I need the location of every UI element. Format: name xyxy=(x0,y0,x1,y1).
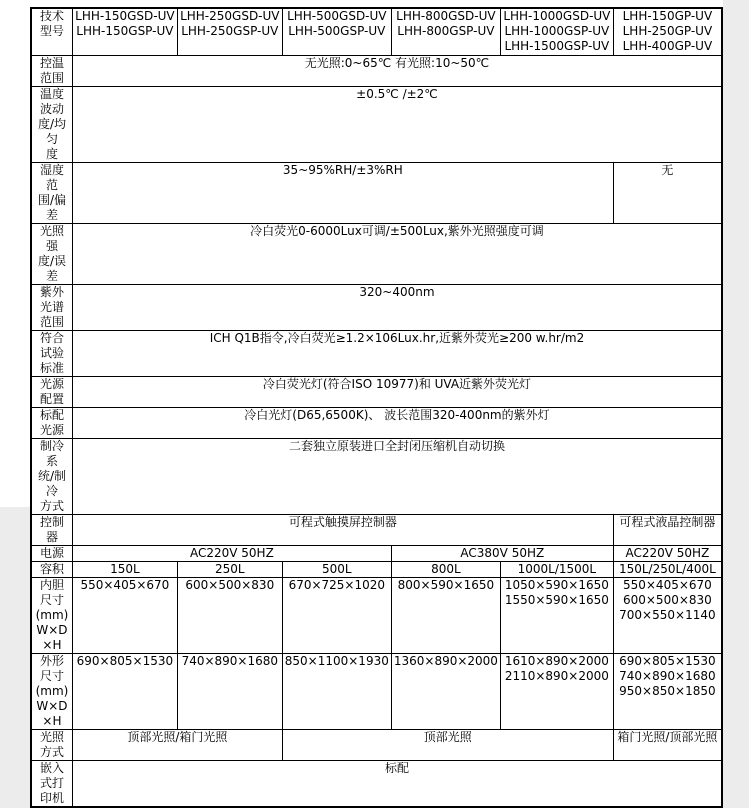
spec-value-line: 1360×890×2000 xyxy=(393,653,498,668)
spec-cell xyxy=(613,162,722,223)
row-label-line: (mm) xyxy=(35,683,69,698)
table-row xyxy=(31,438,722,514)
spec-value-line: 1550×590×1650 xyxy=(504,592,609,607)
spec-value-line: 690×805×1530 xyxy=(76,653,174,668)
row-label xyxy=(31,760,72,807)
row-label xyxy=(31,376,72,407)
spec-cell xyxy=(72,729,282,760)
spec-value-line: 可程式液晶控制器 xyxy=(619,514,716,529)
row-label-line: 方式 xyxy=(39,498,64,513)
spec-cell xyxy=(500,577,613,653)
spec-value-line: 可程式触摸屏控制器 xyxy=(288,514,397,529)
row-label-line: 标配光源 xyxy=(39,407,64,437)
spec-cell xyxy=(282,577,391,653)
row-label-line: 嵌入式打 xyxy=(39,760,64,790)
row-label-line: 度/均匀 xyxy=(37,116,66,146)
spec-cell xyxy=(72,223,722,284)
spec-value-line: 600×500×830 xyxy=(622,592,712,607)
spec-cell xyxy=(613,514,722,545)
spec-cell xyxy=(391,8,500,55)
spec-value-line: LHH-150GSP-UV xyxy=(76,24,174,38)
spec-value-line: 箱门光照/顶部光照 xyxy=(617,729,718,744)
spec-value-line: 冷白荧光0-6000Lux可调/±500Lux,紫外光照强度可调 xyxy=(250,223,544,238)
spec-table xyxy=(30,7,723,808)
spec-cell xyxy=(391,653,500,729)
spec-cell xyxy=(72,561,177,577)
row-label-line: 控温范围 xyxy=(39,55,64,85)
row-label-line: 内胆尺寸 xyxy=(39,577,64,607)
row-label xyxy=(31,162,72,223)
row-label-line: 标准 xyxy=(39,360,64,375)
spec-cell xyxy=(613,729,722,760)
row-label-line: 度 xyxy=(45,146,58,161)
row-label xyxy=(31,407,72,438)
spec-value-line: 740×890×1680 xyxy=(619,668,716,683)
row-label xyxy=(31,545,72,561)
row-label-line: 印机 xyxy=(39,790,64,805)
table-row xyxy=(31,55,722,86)
table-row xyxy=(31,86,722,162)
spec-cell xyxy=(613,545,722,561)
table-row xyxy=(31,284,722,330)
row-label xyxy=(31,653,72,729)
spec-cell xyxy=(72,545,391,561)
row-label-line: 外形尺寸 xyxy=(39,653,64,683)
row-label-line: 技术型号 xyxy=(39,9,64,38)
spec-cell xyxy=(72,577,177,653)
row-label xyxy=(31,284,72,330)
spec-value-line: 250L xyxy=(215,561,245,576)
row-label-line: (mm) xyxy=(35,607,69,622)
spec-value-line: LHH-1000GSP-UV xyxy=(504,24,610,38)
spec-value-line: 1050×590×1650 xyxy=(504,577,609,592)
spec-value-line: 800×590×1650 xyxy=(397,577,495,592)
spec-cell xyxy=(177,653,282,729)
row-label-line: 光照方式 xyxy=(39,729,64,759)
row-label xyxy=(31,577,72,653)
spec-value-line: 500L xyxy=(322,561,352,576)
spec-value-line: LHH-1000GSD-UV xyxy=(503,9,611,23)
row-label xyxy=(31,86,72,162)
spec-value-line: LHH-150GSD-UV xyxy=(75,9,175,23)
row-label xyxy=(31,223,72,284)
spec-value-line: 670×725×1020 xyxy=(288,577,386,592)
spec-cell xyxy=(177,8,282,55)
table-row xyxy=(31,376,722,407)
spec-cell xyxy=(500,561,613,577)
spec-cell xyxy=(72,330,722,376)
spec-value-line: LHH-1500GSP-UV xyxy=(504,39,610,53)
spec-value-line: LHH-500GSP-UV xyxy=(288,24,386,38)
spec-cell xyxy=(613,577,722,653)
row-label-line: 符合试验 xyxy=(39,330,64,360)
spec-value-line: LHH-500GSD-UV xyxy=(287,9,387,23)
spec-value-line: 550×405×670 xyxy=(80,577,170,592)
spec-cell xyxy=(72,86,722,162)
spec-cell xyxy=(72,760,722,807)
spec-value-line: 顶部光照/箱门光照 xyxy=(127,729,228,744)
spec-value-line: 690×805×1530 xyxy=(619,653,716,668)
spec-value-line: 冷白光灯(D65,6500K)、 波长范围320-400nm的紫外灯 xyxy=(244,407,550,422)
spec-value-line: 1610×890×2000 xyxy=(504,653,609,668)
spec-cell xyxy=(282,653,391,729)
spec-cell xyxy=(177,577,282,653)
table-row xyxy=(31,162,722,223)
spec-cell xyxy=(282,561,391,577)
table-row xyxy=(31,729,722,760)
row-label xyxy=(31,8,72,55)
spec-cell xyxy=(72,162,613,223)
spec-value-line: 2110×890×2000 xyxy=(504,668,609,683)
row-label xyxy=(31,438,72,514)
row-label-line: 光源配置 xyxy=(39,376,64,406)
spec-cell xyxy=(72,514,613,545)
spec-value-line: 800L xyxy=(431,561,461,576)
spec-value-line: AC220V 50HZ xyxy=(189,545,274,560)
spec-value-line: 600×500×830 xyxy=(185,577,275,592)
table-row xyxy=(31,561,722,577)
spec-cell xyxy=(72,55,722,86)
spec-value-line: 35~95%RH/±3%RH xyxy=(282,162,403,177)
spec-value-line: 700×550×1140 xyxy=(619,607,716,622)
spec-value-line: 无光照:0~65℃ 有光照:10~50℃ xyxy=(304,55,490,70)
spec-value-line: 无 xyxy=(661,162,674,177)
spec-table-body xyxy=(31,8,722,807)
row-label xyxy=(31,55,72,86)
row-label-line: W×D×H xyxy=(36,698,68,728)
spec-value-line: 950×850×1850 xyxy=(619,683,716,698)
row-label xyxy=(31,514,72,545)
table-row xyxy=(31,514,722,545)
spec-value-line: 550×405×670 xyxy=(622,577,712,592)
spec-value-line: 标配 xyxy=(384,760,409,775)
spec-cell xyxy=(72,376,722,407)
spec-cell xyxy=(500,653,613,729)
row-label-line: 电源 xyxy=(39,545,64,560)
row-label xyxy=(31,729,72,760)
spec-value-line: 二套独立原装进口全封闭压缩机自动切换 xyxy=(288,438,505,453)
spec-value-line: LHH-150GP-UV xyxy=(622,9,713,23)
spec-value-line: 740×890×1680 xyxy=(181,653,279,668)
spec-cell xyxy=(613,561,722,577)
spec-cell xyxy=(282,729,613,760)
spec-value-line: LHH-800GSP-UV xyxy=(397,24,495,38)
row-label-line: 制冷系 xyxy=(39,438,64,468)
spec-value-line: 冷白荧光灯(符合ISO 10977)和 UVA近紫外荧光灯 xyxy=(262,376,532,391)
spec-cell xyxy=(391,561,500,577)
spec-cell xyxy=(72,284,722,330)
spec-cell xyxy=(613,8,722,55)
spec-cell xyxy=(72,653,177,729)
spec-value-line: 1000L/1500L xyxy=(517,561,597,576)
spec-cell xyxy=(72,438,722,514)
spec-value-line: AC220V 50HZ xyxy=(625,545,710,560)
spec-cell xyxy=(391,545,613,561)
table-row xyxy=(31,760,722,807)
spec-value-line: LHH-250GSD-UV xyxy=(180,9,280,23)
spec-cell xyxy=(72,8,177,55)
row-label-line: 光照强 xyxy=(39,223,64,253)
spec-cell xyxy=(500,8,613,55)
row-label-line: 容积 xyxy=(39,561,64,576)
spec-value-line: 150L xyxy=(110,561,140,576)
table-row xyxy=(31,653,722,729)
row-label-line: 温度波动 xyxy=(39,86,64,116)
row-label-line: 统/制冷 xyxy=(37,468,66,498)
row-label-line: 湿度范 xyxy=(39,162,64,192)
spec-value-line: LHH-250GP-UV xyxy=(622,24,713,38)
spec-cell xyxy=(282,8,391,55)
spec-cell xyxy=(72,407,722,438)
spec-value-line: 850×1100×1930 xyxy=(284,653,389,668)
table-row xyxy=(31,8,722,55)
table-row xyxy=(31,330,722,376)
row-label-line: 围/偏差 xyxy=(37,192,66,222)
spec-value-line: 150L/250L/400L xyxy=(618,561,716,576)
spec-cell xyxy=(613,653,722,729)
spec-value-line: LHH-250GSP-UV xyxy=(181,24,279,38)
row-label-line: W×D×H xyxy=(36,622,68,652)
table-row xyxy=(31,407,722,438)
spec-value-line: LHH-800GSD-UV xyxy=(396,9,496,23)
row-label-line: 范围 xyxy=(39,314,64,329)
row-label-line: 控制器 xyxy=(39,514,64,544)
table-row xyxy=(31,545,722,561)
row-label xyxy=(31,561,72,577)
spec-value-line: LHH-400GP-UV xyxy=(622,39,713,53)
spec-cell xyxy=(391,577,500,653)
spec-value-line: ICH Q1B指令,冷白荧光≥1.2×106Lux.hr,近紫外荧光≥200 w.hr/m2 xyxy=(209,330,585,345)
spec-value-line: 顶部光照 xyxy=(423,729,472,744)
row-label-line: 度/误差 xyxy=(37,253,66,283)
spec-value-line: ±0.5℃ /±2℃ xyxy=(356,86,438,101)
spec-cell xyxy=(177,561,282,577)
row-label-line: 紫外光谱 xyxy=(39,284,64,314)
row-label xyxy=(31,330,72,376)
table-row xyxy=(31,577,722,653)
spec-value-line: 320~400nm xyxy=(359,284,435,299)
table-row xyxy=(31,223,722,284)
spec-value-line: AC380V 50HZ xyxy=(460,545,545,560)
